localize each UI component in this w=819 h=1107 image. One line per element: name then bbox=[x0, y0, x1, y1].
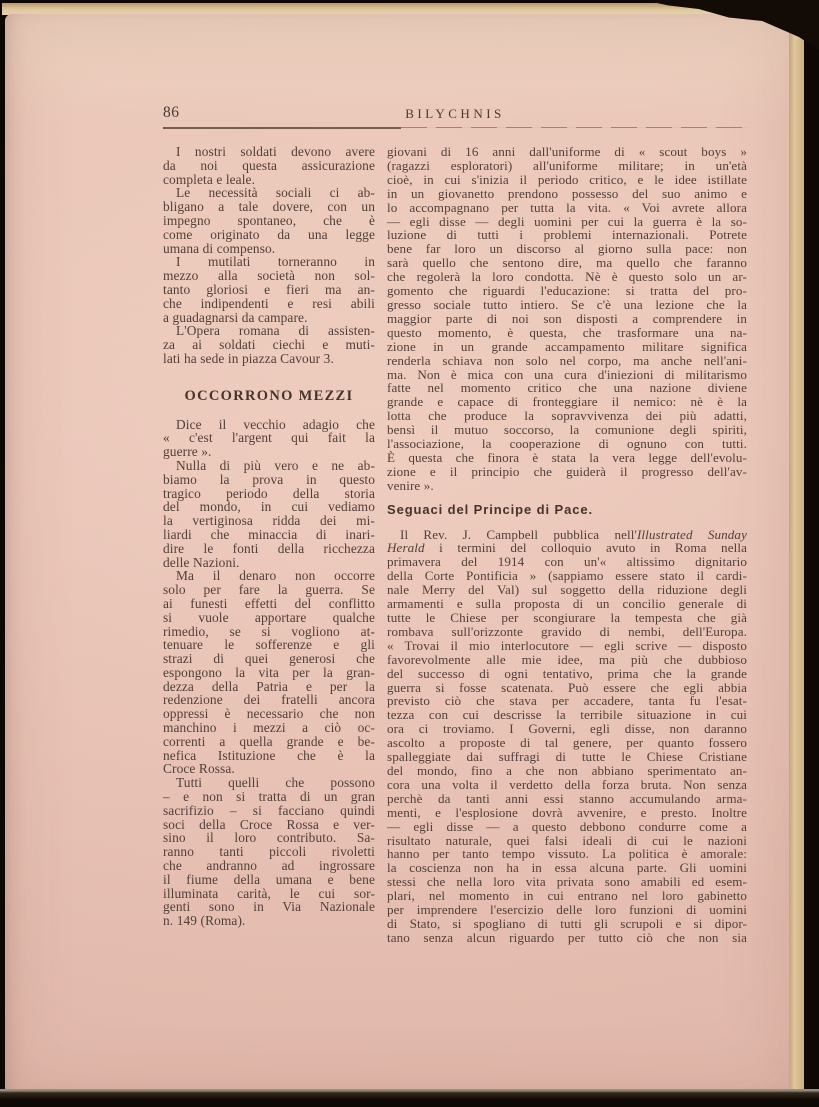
text-line: armamenti e sulla proposta di un concilio generale di bbox=[387, 596, 747, 612]
text-line: nefica Istituzione che è la bbox=[163, 747, 375, 763]
text-line: ma. Non è mica con una cura d'iniezioni di militarismo bbox=[387, 366, 747, 382]
text-line: genti sono in Via Nazionale bbox=[163, 899, 375, 915]
text-line: ora ci troviamo. I Governi, egli disse, non daranno bbox=[387, 721, 747, 737]
section-heading-occorrono-mezzi: OCCORRONO MEZZI bbox=[184, 387, 354, 404]
text-line: sarà quello che sentono dire, ma quello che faranno bbox=[387, 255, 747, 271]
text-line: favorevolmente alle mie idee, ma più che dubbioso bbox=[387, 651, 747, 667]
text-columns bbox=[163, 145, 747, 945]
text-line: redenzione dei fratelli ancora bbox=[163, 692, 375, 708]
paragraph bbox=[387, 145, 747, 493]
left-column bbox=[163, 145, 375, 928]
text-line: È questa che finora è stata la vera legge dell'evolu- bbox=[387, 449, 747, 465]
section-heading-seguaci: Seguaci del Principe di Pace. bbox=[387, 501, 594, 517]
paragraph bbox=[163, 186, 375, 255]
text-line: bligano a tale dovere, con un bbox=[163, 199, 375, 215]
text-line: za ai soldati ciechi e muti- bbox=[163, 337, 375, 353]
text-line: che regolerà la loro condotta. Nè è questo solo un ar- bbox=[387, 269, 747, 285]
text-line: spalleggiate dai suffragi di tutte le Chiese Cristiane bbox=[387, 749, 747, 765]
text-line: bensì il mutuo soccorso, la comunione degli spiriti, bbox=[387, 422, 747, 438]
text-line: della Corte Pontificia » (sappiamo essere stato il cardi- bbox=[387, 568, 747, 584]
text-line: da noi questa assicurazione bbox=[163, 157, 375, 173]
text-line: tanto gloriosi e fieri ma an- bbox=[163, 281, 375, 297]
text-line: tutte le Chiese per scongiurare la tempesta che già bbox=[387, 610, 747, 625]
text-line: risultato naturale, quei falsi ideali di cui le nazioni bbox=[387, 832, 747, 848]
text-line: venire ». bbox=[387, 477, 434, 493]
text-line: « c'est l'argent qui fait la bbox=[163, 430, 375, 446]
text-line: perchè da tanti anni essi stanno accumulando arma- bbox=[387, 790, 747, 806]
text-line: — egli disse — a questo debbono condurre come a bbox=[387, 818, 747, 834]
text-line: Herald i termini del colloquio avuto in Roma nella bbox=[387, 540, 747, 556]
text-line: zione in un grande accampamento militare significa bbox=[387, 338, 747, 354]
text-line: per imprendere l'esercizio delle loro funzioni di uomini bbox=[387, 902, 747, 918]
text-line: gomento che riguardi l'educazione: si tratta del pro- bbox=[387, 283, 747, 299]
paragraph bbox=[387, 528, 747, 945]
text-line: Nulla di più vero e ne ab- bbox=[176, 457, 375, 473]
text-line: (ragazzi esploratori) all'uniforme militare; in un'età bbox=[387, 157, 747, 173]
paragraph bbox=[163, 255, 375, 324]
text-line: Dice il vecchio adagio che bbox=[176, 416, 375, 432]
torn-bottom-edge bbox=[0, 1089, 819, 1107]
text-line: completa e leale. bbox=[163, 171, 256, 187]
text-line: rimedio, se si vogliono at- bbox=[163, 623, 375, 639]
paragraph bbox=[163, 569, 375, 776]
text-line: del mondo, fino a che non abbiano sperimentato an- bbox=[387, 762, 747, 778]
text-line: si vuole apportare qualche bbox=[163, 609, 375, 625]
text-line: questo momento, è questa, che trasformare una na- bbox=[387, 324, 747, 340]
right-section-paragraphs bbox=[387, 528, 747, 945]
text-line: guerre ». bbox=[163, 444, 212, 460]
text-line: di Stato, si spogliano di tutti gli scrupoli e si dipor- bbox=[387, 915, 747, 931]
text-line: tragico periodo della storia bbox=[163, 485, 375, 501]
text-line: cioè, in cui s'inizia il periodo critico, e le idee istillate bbox=[387, 171, 747, 187]
text-line: mezzo alla società non sol- bbox=[163, 268, 375, 284]
text-line: il fiume della umana e bene bbox=[163, 871, 375, 887]
left-intro-paragraphs bbox=[163, 145, 375, 366]
text-line: sacrifizio – si facciano quindi bbox=[163, 802, 375, 818]
text-line: cora una volta il verdetto della forza bruta. Non senza bbox=[387, 776, 747, 792]
page-header bbox=[163, 104, 747, 124]
text-line: guerra si fosse scatenata. Può essere che egli abbia bbox=[387, 679, 747, 695]
text-line: soci della Croce Rossa e ver- bbox=[163, 816, 375, 832]
text-line: ascolto a proposte di tal genere, per quanto fossero bbox=[387, 735, 747, 751]
text-line: lotta che produce la sopravvivenza dei più adatti, bbox=[387, 408, 747, 424]
paragraph bbox=[163, 459, 375, 569]
text-line: delle Nazioni. bbox=[163, 554, 240, 570]
text-line: che andranno ad ingrossare bbox=[163, 858, 375, 874]
journal-page bbox=[5, 14, 789, 1092]
text-line: sino il loro contributo. Sa- bbox=[163, 830, 375, 846]
text-line: solo per fare la guerra. Se bbox=[163, 582, 375, 598]
paragraph bbox=[163, 776, 375, 928]
text-line: rombava sull'orizzonte gravido di nembi, dell'Europa. bbox=[387, 623, 747, 639]
text-line: I nostri soldati devono avere bbox=[176, 144, 375, 159]
journal-title: BILYCHNIS bbox=[405, 106, 505, 121]
page-number: 86 bbox=[163, 104, 180, 121]
text-line: Il Rev. J. Campbell pubblica nell'Illustrated Sunday bbox=[400, 526, 747, 542]
text-line: dire le fonti della ricchezza bbox=[163, 540, 375, 556]
text-line: Croce Rossa. bbox=[163, 761, 235, 777]
left-section-paragraphs bbox=[163, 418, 375, 928]
text-line: del mondo, in cui vediamo bbox=[163, 499, 375, 515]
text-line: luzione di tutti i problemi internazionali. Potrete bbox=[387, 227, 747, 243]
text-line: come originato da una legge bbox=[163, 226, 375, 242]
text-line: zione e il principio che guiderà il progresso dell'av- bbox=[387, 463, 747, 479]
text-line: tano senza alcun riguardo per tutto ciò che non sia bbox=[387, 929, 747, 945]
text-line: — egli disse — degli uomini per cui la guerra è la so- bbox=[387, 213, 747, 229]
text-line: umana di compenso. bbox=[163, 240, 276, 256]
text-line: ai funesti effetti del conflitto bbox=[163, 595, 375, 611]
text-line: « Trovai il mio interlocutore — egli scrive — disposto bbox=[387, 637, 747, 653]
text-line: Tutti quelli che possono bbox=[176, 775, 375, 791]
text-line: – e non si tratta di un gran bbox=[163, 789, 375, 805]
text-line: fatte nel momento critico che una nazione diviene bbox=[387, 380, 747, 396]
text-line: I mutilati torneranno in bbox=[176, 254, 375, 270]
text-line: hanno per tanto tempo vissuto. La politica è amorale: bbox=[387, 846, 747, 862]
text-line: che indipendenti e resi abili bbox=[163, 295, 375, 311]
text-line: ranno tanti piccoli rivoletti bbox=[163, 844, 375, 860]
text-line: espongono la vita per la gran- bbox=[163, 664, 375, 680]
text-line: liardi che minaccia di inari- bbox=[163, 526, 375, 542]
text-line: impegno spontaneo, che è bbox=[163, 212, 375, 228]
text-line: illuminata carità, le cui sor- bbox=[163, 885, 375, 901]
text-line: tenuare le sofferenze e gli bbox=[163, 637, 375, 653]
text-line: tezza con cui descrisse la terribile situazione in cui bbox=[387, 707, 747, 723]
text-line: oppressi è necessario che non bbox=[163, 706, 375, 722]
text-line: maggior parte di noi son disposti a comprendere in bbox=[387, 310, 747, 326]
text-line: bene far loro un discorso al giorno sulla pace: non bbox=[387, 241, 747, 257]
text-line: n. 149 (Roma). bbox=[163, 913, 246, 929]
right-continued-paragraphs bbox=[387, 145, 747, 493]
paragraph bbox=[163, 418, 375, 459]
paragraph bbox=[163, 324, 375, 365]
text-line: gresso sociale tutto intiero. Se c'è una lezione che la bbox=[387, 296, 747, 312]
text-line: la coscienza non ha in essa alcuna parte. Gli uomini bbox=[387, 860, 747, 876]
text-line: correnti a quella grande e be- bbox=[163, 733, 375, 749]
text-line: manchino i mezzi a ciò oc- bbox=[163, 720, 375, 736]
right-column bbox=[387, 145, 747, 945]
text-line: in un giovanetto prendono possesso del suo animo e bbox=[387, 185, 747, 201]
book-edge-right bbox=[787, 6, 804, 1090]
text-line: dezza della Patria e per la bbox=[163, 678, 375, 694]
text-line: lati ha sede in piazza Cavour 3. bbox=[163, 350, 334, 366]
text-line: plari, nel momento in cui entrano nel loro gabinetto bbox=[387, 888, 747, 904]
text-line: renderla schiava non solo nel corpo, ma anche nell'ani- bbox=[387, 352, 747, 368]
text-line: L'Opera romana di assisten- bbox=[176, 323, 375, 339]
text-line: primavera del 1914 con un'« altissimo dignitario bbox=[387, 554, 747, 570]
text-line: del successo di ogni tentativo, prima che la grande bbox=[387, 665, 747, 681]
text-line: Le necessità sociali ci ab- bbox=[176, 185, 375, 201]
text-line: lo accompagnano per tutta la vita. « Voi avrete allora bbox=[387, 199, 747, 215]
header-rule-faint bbox=[401, 127, 747, 128]
text-line: menti, e l'esplosione dovrà avvenire, e presto. Inoltre bbox=[387, 804, 747, 820]
text-line: l'associazione, la cooperazione di ognuno con tutti. bbox=[387, 436, 747, 452]
text-line: la vertiginosa ridda dei mi- bbox=[163, 513, 375, 529]
text-line: nale Merry del Val) sul soggetto della riduzione degli bbox=[387, 582, 747, 598]
text-line: grande e capace di fronteggiare il nemico: nè è la bbox=[387, 394, 747, 410]
header-rule bbox=[163, 127, 747, 129]
text-line: strazi di quei generosi che bbox=[163, 651, 375, 667]
text-line: a guadagnarsi da campare. bbox=[163, 309, 308, 325]
paragraph bbox=[163, 145, 375, 186]
header-rule-solid bbox=[163, 127, 401, 129]
text-line: biamo la prova in questo bbox=[163, 471, 375, 487]
text-line: giovani di 16 anni dall'uniforme di « scout boys » bbox=[387, 144, 747, 159]
text-line: stessi che nella loro vita privata sono amabili ed esem- bbox=[387, 874, 747, 890]
text-line: Ma il denaro non occorre bbox=[176, 568, 375, 584]
text-line: previsto ciò che stava per accadere, tanta fu l'esat- bbox=[387, 693, 747, 709]
